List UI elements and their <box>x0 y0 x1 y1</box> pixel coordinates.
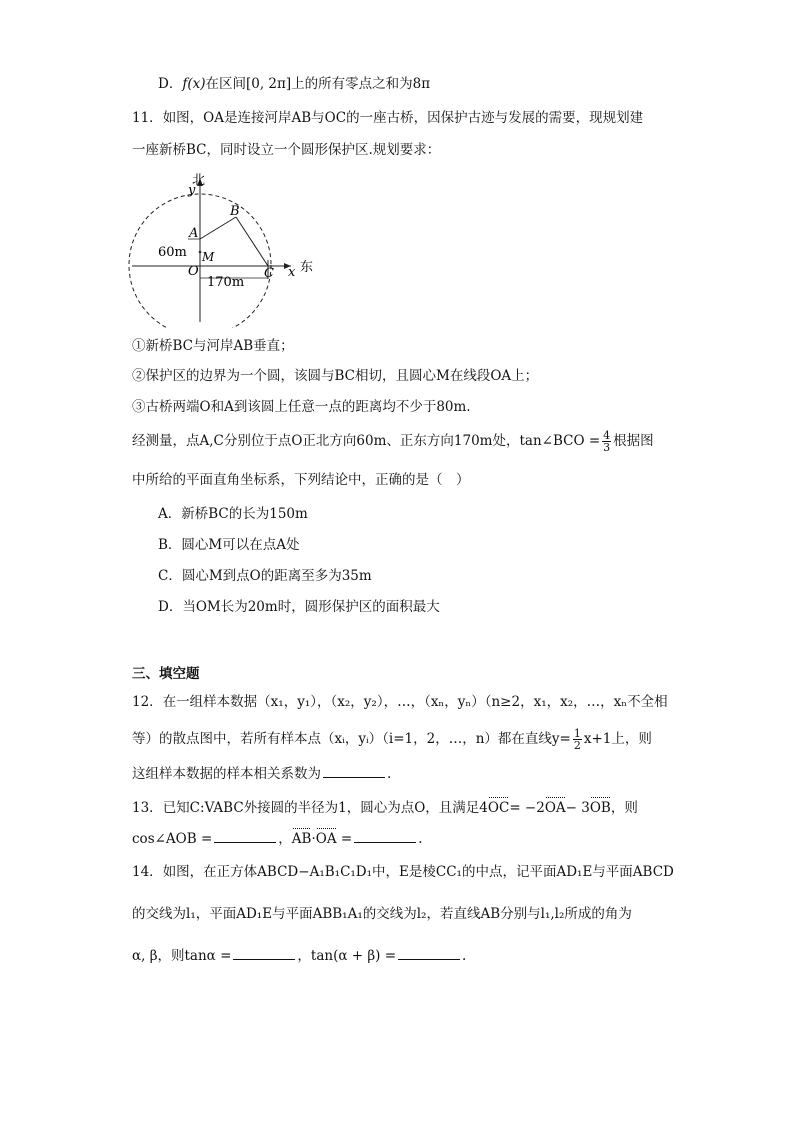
label-x: x <box>288 265 296 280</box>
vector-oc: OC <box>487 800 510 816</box>
q11-measure: 经测量，点A,C分别位于点O正北方向60m、正东方向170m处，tan∠BCO = $\frac{4}{3}$ 根据图 <box>132 429 654 454</box>
label-east: 东 <box>300 260 314 275</box>
answer-blank[interactable] <box>354 828 416 843</box>
vector-ab: AB <box>291 831 312 847</box>
q11-req3: ③古桥两端O和A到该圆上任意一点的距离均不少于80m. <box>132 399 471 415</box>
q12-line1: 12．在一组样本数据（x₁，y₁），（x₂，y₂），…，（xₙ，yₙ）（n≥2，x₁，x₂，…，xₙ不全相 <box>132 694 668 710</box>
label-m: M <box>202 250 215 264</box>
q11-option-a: A．新桥BC的长为150m <box>158 506 308 522</box>
q12-line2: 等）的散点图中，若所有样本点（xᵢ，yᵢ）（i=1，2，…，n）都在直线y= $\frac{1}{2}$ x+1上，则 <box>132 727 652 752</box>
q13-line1: 13．已知C:VABC外接圆的半径为1，圆心为点O，且满足4OC= −2OA− 3OB，则 <box>132 800 638 816</box>
q11-option-d: D．当OM长为20m时，圆形保护区的面积最大 <box>158 599 440 615</box>
q11-line1: 11．如图，OA是连接河岸AB与OC的一座古桥，因保护古迹与发展的需要，现规划建 <box>132 110 644 126</box>
answer-blank[interactable] <box>323 763 385 778</box>
q11-line2: 一座新桥BC，同时设立一个圆形保护区.规划要求： <box>132 142 441 158</box>
vector-oa: OA <box>544 800 566 816</box>
bridge-ab <box>200 217 236 239</box>
q11-option-c: C．圆心M到点O的距离至多为35m <box>158 568 372 584</box>
label-o: O <box>188 264 199 279</box>
q14-line3: α, β，则tanα = ，tan(α + β) = . <box>132 945 466 966</box>
answer-blank[interactable] <box>398 945 460 960</box>
fx: f(x) <box>182 76 206 92</box>
point-m <box>199 251 202 254</box>
label-b: B <box>230 204 240 219</box>
label-170m: 170m <box>207 275 245 290</box>
q11-req2: ②保护区的边界为一个圆，该圆与BC相切，且圆心M在线段OA上； <box>132 368 539 384</box>
slope-fraction: $\frac{1}{2}$ <box>573 727 581 752</box>
prev-option-d: D．f(x)在区间[0, 2π]上的所有零点之和为8π <box>158 76 431 92</box>
q13-line2: cos∠AOB = ，AB·OA = . <box>132 828 422 849</box>
answer-blank[interactable] <box>214 828 276 843</box>
q11-line-last: 中所给的平面直角坐标系，下列结论中，正确的是（ ） <box>132 472 470 488</box>
section-title: 三、填空题 <box>132 666 200 682</box>
tan-fraction: $\frac{4}{3}$ <box>603 429 611 454</box>
q12-line3: 这组样本数据的样本相关系数为 . <box>132 763 391 784</box>
q14-line1: 14．如图，在正方体ABCD−A₁B₁C₁D₁中，E是棱CC₁的中点，记平面AD₁E与平面ABCD <box>132 864 674 880</box>
bridge-bc <box>236 217 268 266</box>
label-c: C <box>264 266 274 281</box>
answer-blank[interactable] <box>233 945 295 960</box>
q11-option-b: B．圆心M可以在点A处 <box>158 537 300 553</box>
q11-req1: ①新桥BC与河岸AB垂直； <box>132 338 294 354</box>
q14-line2: 的交线为l₁，平面AD₁E与平面ABB₁A₁的交线为l₂，若直线AB分别与l₁,l₂所成的角为 <box>132 906 632 922</box>
label-north: 北 <box>192 173 206 188</box>
label-a: A <box>189 226 199 241</box>
q11-figure <box>128 168 318 328</box>
label-60m: 60m <box>158 245 187 260</box>
label-y: y <box>188 183 196 198</box>
vector-ob: OB <box>589 800 611 816</box>
vector-oa: OA <box>315 831 337 847</box>
